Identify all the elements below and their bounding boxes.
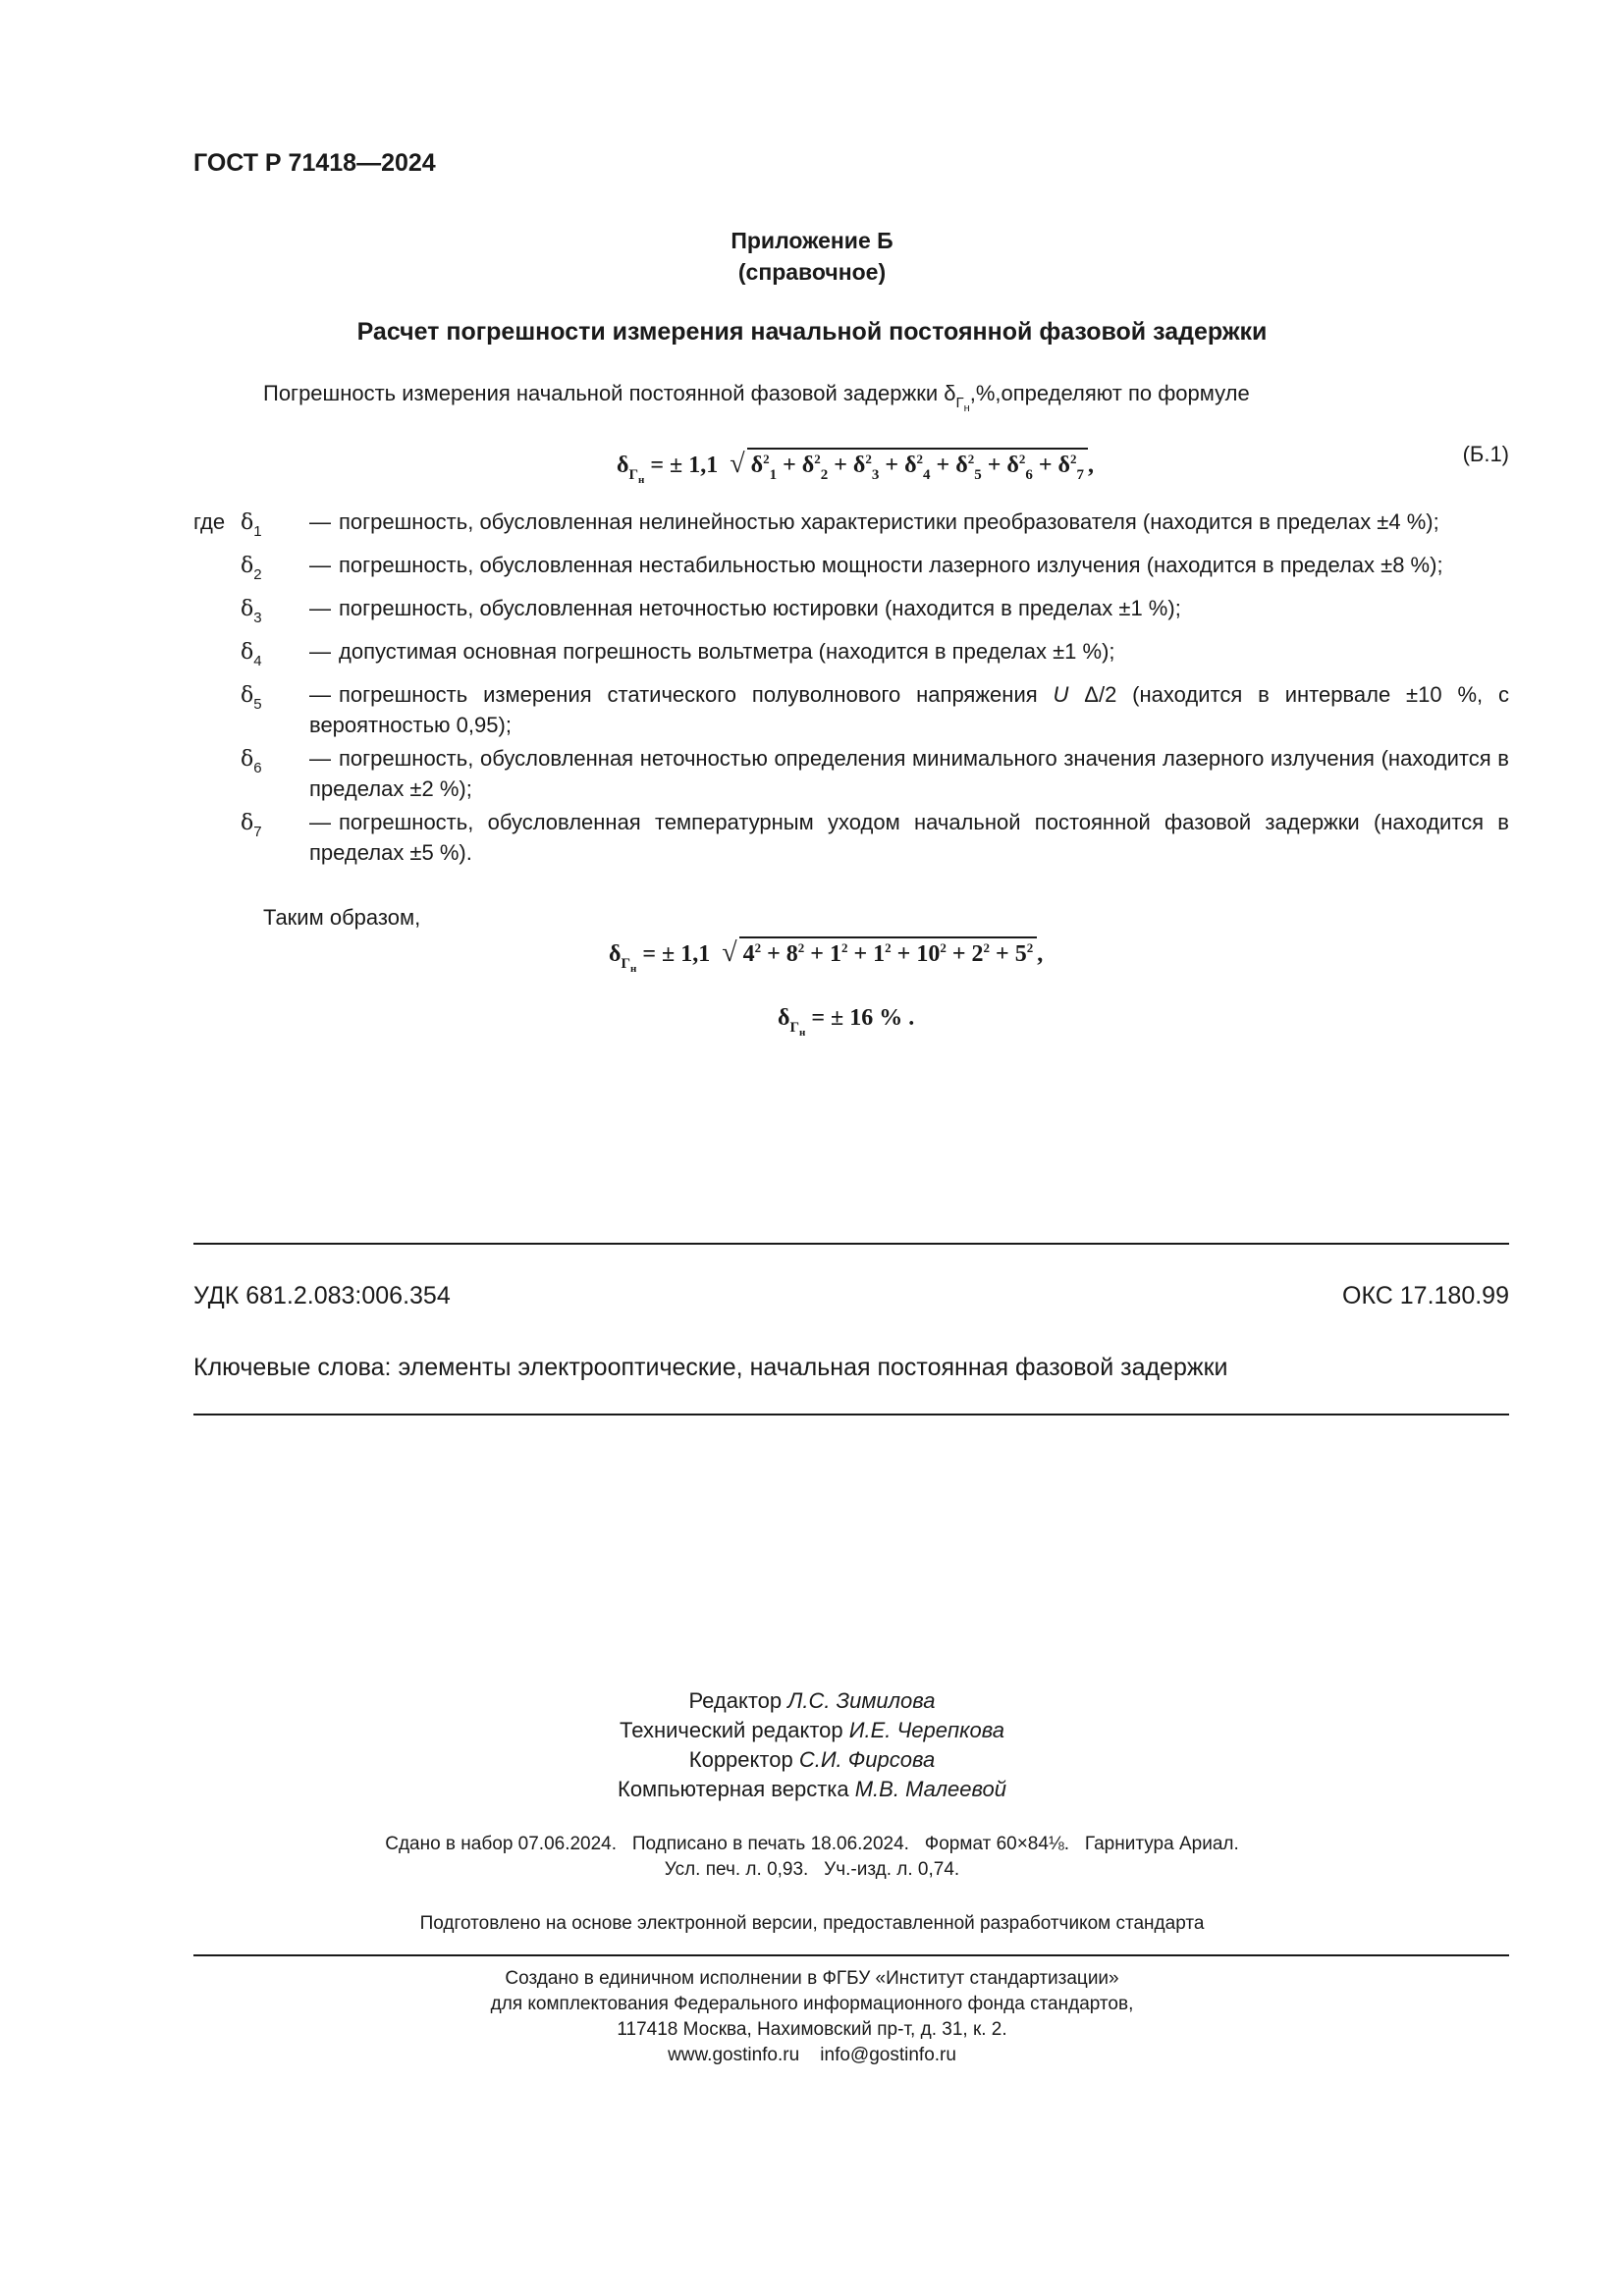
formula-b1-radicand: $\delta^2_1 + \delta^2_2 + \delta^2_3 + \delta^2_4 + \delta^2_5 + \delta^2_6 + \delta^2_7$	[747, 448, 1088, 484]
formula-b1-lhs: δ	[617, 453, 629, 478]
equation-number: (Б.1)	[1462, 442, 1509, 466]
formula-b1-lhs-sub: Г	[628, 467, 639, 483]
definition-item: $\delta_6$ — погрешность, обусловленная неточностью определения минимального значения лазерного излучения (находится в пределах ±2 %);	[241, 746, 1509, 801]
formula-result: $\delta_{Г_н}$ = ± 16 % .	[778, 1005, 915, 1039]
definition-item: $\delta_7$ — погрешность, обусловленная температурным уходом начальной постоянной фазовой задержки (находится в пределах ±5 %).	[241, 810, 1509, 865]
credit-line: Редактор Л.С. Зимилова	[688, 1688, 936, 1713]
intro-paragraph	[263, 381, 1250, 414]
definition-item: $\delta_3$ — погрешность, обусловленная неточностью юстировки (находится в пределах ±1 %);	[241, 596, 1181, 626]
intro-symbol-sub: Г	[955, 395, 964, 411]
formula-b1-term: $\delta^2_7$	[1057, 452, 1084, 483]
footer-line: Создано в единичном исполнении в ФГБУ «Институт стандартизации»	[505, 1968, 1119, 1989]
divider-mid	[193, 1414, 1509, 1415]
udc-code: УДК 681.2.083:006.354	[193, 1282, 451, 1309]
formula-b1	[617, 448, 1094, 486]
credit-line: Корректор С.И. Фирсова	[688, 1747, 936, 1772]
footer	[0, 1966, 1624, 2068]
formula-substitution: $\delta_{Г_н}$ = ± 1,1 √ $4^2 + 8^2 + 1^2 + 1^2 + 10^2 + 2^2 + 5^2$ ,	[609, 937, 1044, 975]
divider-bottom	[193, 1954, 1509, 1956]
formula-b1-lhs-subsub: н	[638, 474, 645, 486]
formula-b1-trailing: ,	[1088, 453, 1094, 478]
formula-b1-term: $\delta^2_3$	[852, 452, 880, 483]
intro-text-after: ,%,определяют по формуле	[969, 381, 1250, 405]
prepared-note: Подготовлено на основе электронной версии, предоставленной разработчиком стандарта	[419, 1913, 1205, 1934]
appendix-title: Приложение Б	[731, 228, 893, 253]
intro-symbol-subsub: н	[963, 402, 970, 414]
formula-b1-eq: = ± 1,1	[644, 453, 725, 478]
formula-b1-term: $\delta^2_5$	[955, 452, 982, 483]
definition-item: $\delta_2$ — погрешность, обусловленная нестабильностью мощности лазерного излучения (находится в пределах ±8 %);	[241, 553, 1443, 583]
imprint-line: Усл. печ. л. 0,93. Уч.-изд. л. 0,74.	[664, 1859, 960, 1880]
footer-line: 117418 Москва, Нахимовский пр-т, д. 31, к. 2.	[617, 2019, 1007, 2040]
definition-item: где $\delta_1$ — погрешность, обусловленная нелинейностью характеристики преобразователя (находится в пределах ±4 %);	[193, 507, 1509, 547]
section-title: Расчет погрешности измерения начальной постоянной фазовой задержки	[356, 318, 1268, 346]
definitions-list	[193, 507, 1509, 871]
formula-substitution-radicand: $4^2 + 8^2 + 1^2 + 1^2 + 10^2 + 2^2 + 5^2$	[739, 936, 1038, 968]
formula-b1-term: $\delta^2_6$	[1006, 452, 1033, 483]
definition-item: $\delta_5$ — погрешность измерения статического полуволнового напряжения U Δ/2 (находится в интервале ±10 %, с вероятностью 0,95);	[241, 682, 1509, 737]
where-word: где	[193, 509, 226, 534]
footer-contacts: www.gostinfo.ru info@gostinfo.ru	[668, 2045, 956, 2065]
imprint	[0, 1832, 1624, 1883]
formula-b1-term: $\delta^2_2$	[801, 452, 829, 483]
radical-sign: √	[730, 449, 745, 479]
intro-text-before: Погрешность измерения начальной постоянной фазовой задержки	[263, 381, 945, 405]
footer-line: для комплектования Федерального информационного фонда стандартов,	[490, 1994, 1134, 2014]
divider-top	[193, 1243, 1509, 1245]
oks-code: ОКС 17.180.99	[1342, 1282, 1509, 1309]
appendix-type: (справочное)	[737, 259, 887, 285]
standard-id: ГОСТ Р 71418—2024	[193, 149, 436, 177]
radical-sign: √	[722, 937, 737, 968]
keywords: Ключевые слова: элементы электрооптические, начальная постоянная фазовой задержки	[193, 1354, 1228, 1381]
formula-b1-term: $\delta^2_1$	[750, 452, 778, 483]
thus-text: Таким образом,	[263, 905, 421, 930]
formula-b1-term: $\delta^2_4$	[904, 452, 931, 483]
credit-line: Компьютерная верстка М.В. Малеевой	[618, 1777, 1006, 1801]
credit-line: Технический редактор И.Е. Черепкова	[620, 1718, 1004, 1742]
intro-symbol: δ	[944, 381, 956, 405]
credits	[0, 1686, 1624, 1804]
imprint-line: Сдано в набор 07.06.2024. Подписано в печать 18.06.2024. Формат 60×84⅛. Гарнитура Ариал.	[385, 1834, 1239, 1854]
definition-item: $\delta_4$ — допустимая основная погрешность вольтметра (находится в пределах ±1 %);	[241, 639, 1115, 669]
